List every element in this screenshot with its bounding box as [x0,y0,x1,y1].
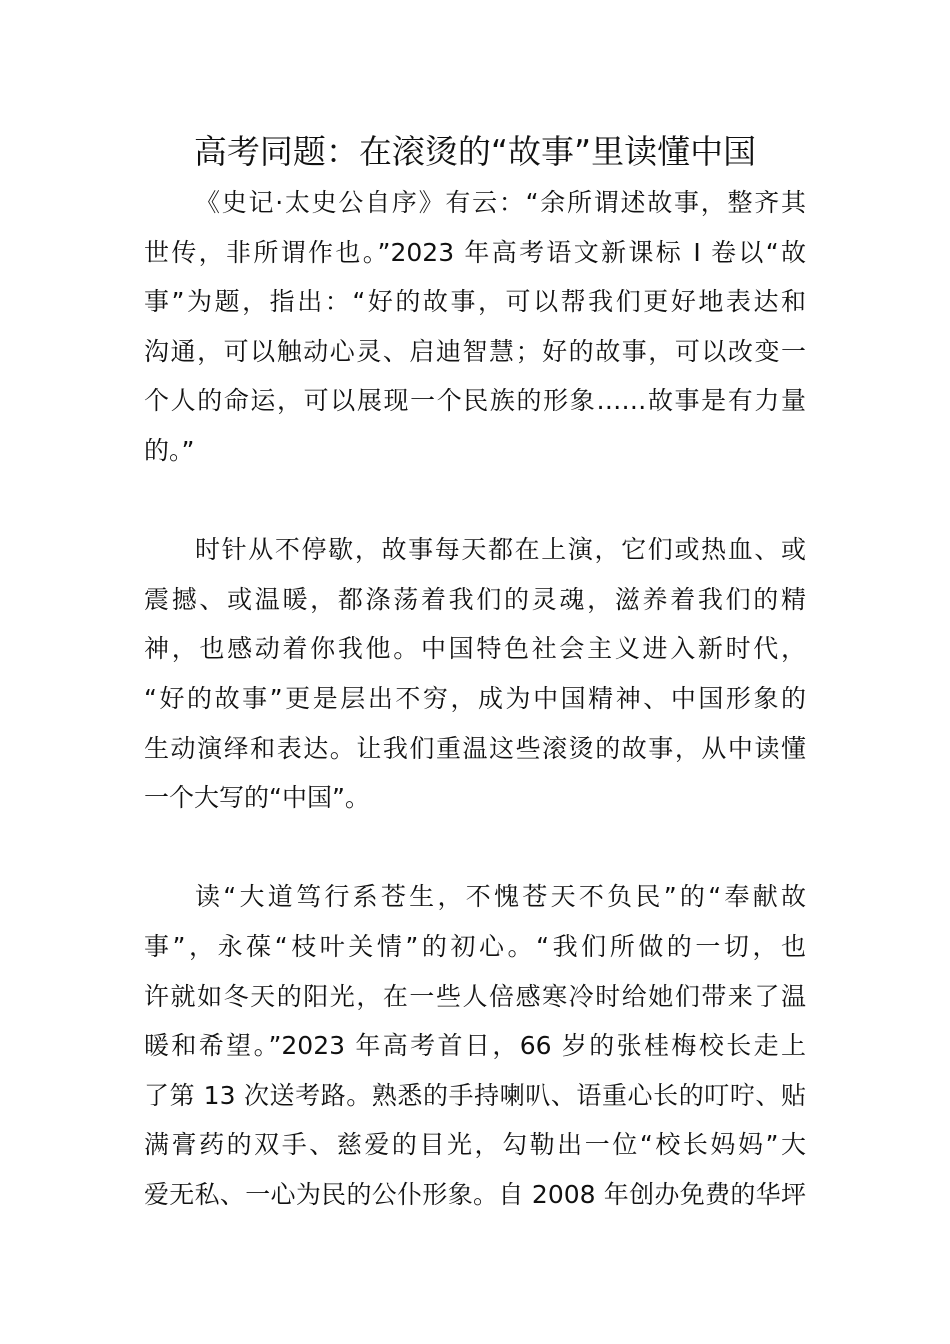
paragraph-spacer [144,823,806,873]
paragraph-1 [144,178,806,476]
paragraph-line: 了第 13 次送考路。熟悉的手持喇叭、语重心长的叮咛、贴 [144,1080,806,1110]
paragraph-line: 一个大写的“中国”。 [144,783,370,813]
paragraph-line: 个人的命运，可以展现一个民族的形象……故事是有力量 [144,386,806,416]
paragraph-3 [144,872,806,1219]
document-body [144,178,806,1219]
paragraph-line: 震撼、或温暖，都涤荡着我们的灵魂，滋养着我们的精 [144,584,806,614]
paragraph-line: “好的故事”更是层出不穷，成为中国精神、中国形象的 [144,683,806,713]
paragraph-line: 《史记·太史公自序》有云：“余所谓述故事，整齐其 [195,188,806,217]
paragraph-line: 读“大道笃行系苍生，不愧苍天不负民”的“奉献故 [195,882,806,912]
paragraph-line: 爱无私、一心为民的公仆形象。自 2008 年创办免费的华坪 [144,1179,806,1209]
paragraph-line: 生动演绎和表达。让我们重温这些滚烫的故事，从中读懂 [144,733,806,763]
paragraph-line: 沟通，可以触动心灵、启迪智慧；好的故事，可以改变一 [144,336,806,366]
paragraph-line: 事”，永葆“枝叶关情”的初心。“我们所做的一切，也 [144,931,806,961]
document-title: 高考同题：在滚烫的“故事”里读懂中国 [193,132,757,171]
paragraph-line: 时针从不停歇，故事每天都在上演，它们或热血、或 [195,535,806,565]
paragraph-2 [144,525,806,823]
paragraph-line: 神，也感动着你我他。中国特色社会主义进入新时代， [144,634,806,664]
paragraph-line: 暖和希望。”2023 年高考首日，66 岁的张桂梅校长走上 [144,1031,806,1061]
paragraph-line: 满膏药的双手、慈爱的目光，勾勒出一位“校长妈妈”大 [144,1130,806,1160]
paragraph-line: 世传，非所谓作也。”2023 年高考语文新课标 I 卷以“故 [144,237,806,267]
paragraph-line: 许就如冬天的阳光，在一些人倍感寒冷时给她们带来了温 [144,981,806,1011]
paragraph-line: 的。” [144,435,195,465]
paragraph-spacer [144,476,806,526]
paragraph-line: 事”为题，指出：“好的故事，可以帮我们更好地表达和 [144,287,806,317]
